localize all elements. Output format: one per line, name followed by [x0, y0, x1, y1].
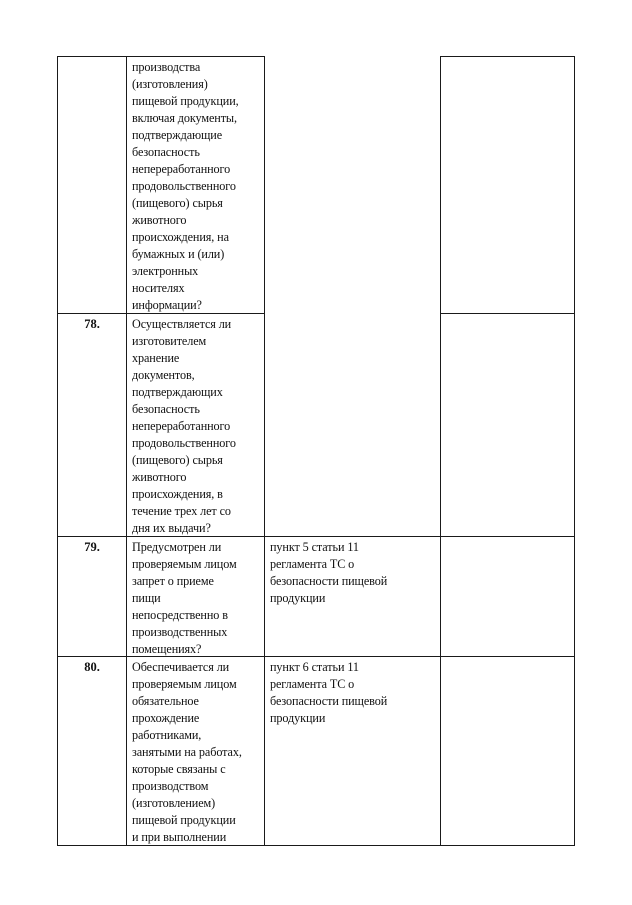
table-cell-question: Осуществляется ли изготовителем хранение документов, подтверждающих безопасность непереработанного продовольственного (пищевого) сырья животного происхождения, в течение трех лет со дня их выдачи? — [132, 317, 236, 535]
table-cell-number: 80. — [84, 660, 100, 674]
table-cell-number: 79. — [84, 540, 100, 554]
table-cell-question: производства (изготовления) пищевой продукции, включая документы, подтверждающие безопасность непереработанного продовольственного (пищевого) сырья животного происхождения, на бумажных и (или) электронных носителях информации? — [132, 60, 239, 312]
table-border-right — [574, 56, 575, 845]
table-cell-reference: пункт 6 статьи 11 регламента ТС о безопасности пищевой продукции — [270, 660, 388, 725]
table-border-top-left — [57, 56, 265, 57]
table-cell-question: Предусмотрен ли проверяемым лицом запрет о приеме пищи непосредственно в производственных помещениях? — [132, 540, 237, 656]
table-divider-question-reference — [264, 56, 265, 845]
table-cell-reference: пункт 5 статьи 11 регламента ТС о безопасности пищевой продукции — [270, 540, 388, 605]
row-separator-77-78-right — [440, 313, 575, 314]
table-divider-number-question — [126, 56, 127, 845]
table-border-top-right — [440, 56, 575, 57]
table-cell-number: 78. — [84, 317, 100, 331]
table-cell-question: Обеспечивается ли проверяемым лицом обязательное прохождение работниками, занятыми на работах, которые связаны с производством (изготовлением) пищевой продукции и при выполнении — [132, 660, 242, 844]
table-divider-reference-blank — [440, 56, 441, 845]
table-border-left — [57, 56, 58, 845]
